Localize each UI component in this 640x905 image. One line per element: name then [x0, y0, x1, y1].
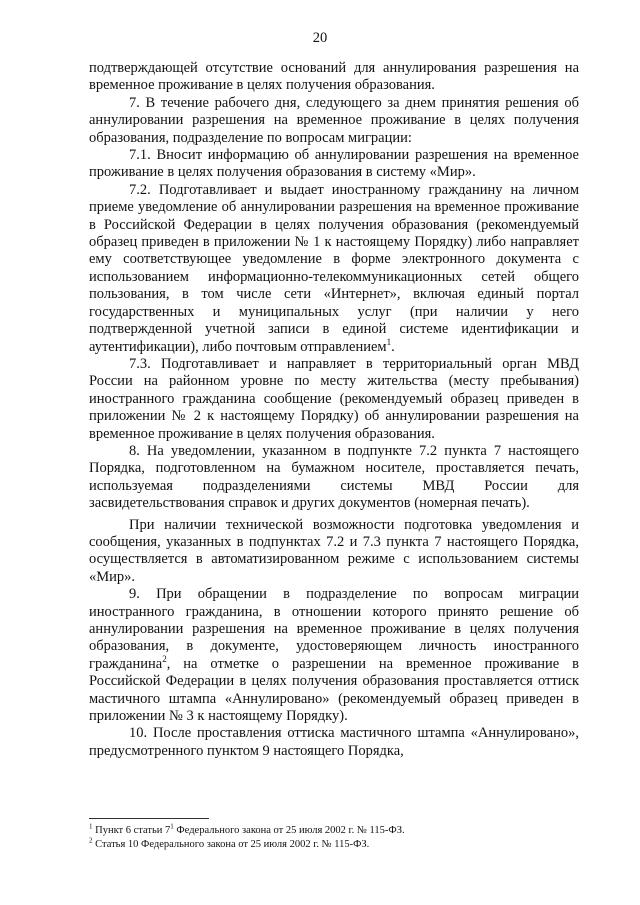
- paragraph-continuation: подтверждающей отсутствие оснований для аннулирования разрешения на временное проживание в целях получения образования.: [89, 60, 579, 94]
- footnotes: [89, 824, 579, 852]
- footnote-1-article-sup: 1: [170, 822, 174, 831]
- paragraph-7-2-text: 7.2. Подготавливает и выдает иностранному гражданину на личном приеме уведомление об аннулировании разрешения на временное проживание в Российской Федерации в целях получения образования (рекомендуемый образец приведен в приложении № 1 к настоящему Порядку) либо направляет ему соответствующее уведомление в форме электронного документа с использованием информационно-телекоммуникационных сетей общего пользования, в том числе сети «Интернет», включая единый портал государственных и муниципальных услуг (при наличии у него подтвержденной учетной записи в единой системе идентификации и аутентификации), либо почтовым отправлением: [89, 181, 579, 355]
- paragraph-7-1: 7.1. Вносит информацию об аннулировании разрешения на временное проживание в целях получения образования в систему «Мир».: [89, 147, 579, 181]
- footnote-ref-2: 2: [162, 653, 167, 664]
- footnote-2: [89, 838, 579, 852]
- paragraph-9-text-b: на отметке о разрешении на временное проживание в Российской Федерации в целях получения образования проставляется оттиск мастичного штампа «Аннулировано» (рекомендуемый образец приведен в приложении № 3 к настоящему Порядку).: [89, 655, 579, 725]
- footnote-1: [89, 824, 579, 838]
- paragraph-8: 8. На уведомлении, указанном в подпункте 7.2 пункта 7 настоящего Порядка, подготовленном на бумажном носителе, проставляется печать, используемая подразделениями системы МВД России для засвидетельствования справок и других документов (номерная печать).: [89, 442, 579, 512]
- footnote-1-tail: Федерального закона от 25 июля 2002 г. № 115-ФЗ.: [173, 825, 405, 836]
- paragraph-7: 7. В течение рабочего дня, следующего за днем принятия решения об аннулировании разрешения на временное проживание в целях получения образования, подразделение по вопросам миграции:: [89, 94, 579, 146]
- footnote-1-text: Пункт 6 статьи 7: [95, 825, 171, 836]
- paragraph-9-comma: ,: [166, 655, 171, 672]
- footnote-2-text: Статья 10 Федерального закона от 25 июля 2002 г. № 115-ФЗ.: [95, 839, 370, 850]
- paragraph-10: 10. После проставления оттиска мастичного штампа «Аннулировано», предусмотренного пунктом 9 настоящего Порядка,: [89, 725, 579, 759]
- footnote-2-mark: 2: [89, 836, 93, 845]
- paragraph-9-text-a: 9. При обращении в подразделение по вопросам миграции иностранного гражданина, в отношении которого принято решение об аннулировании разрешения на временное проживание в целях получения образования, в документе, удостоверяющем личность иностранного гражданина: [89, 586, 579, 672]
- document-body: [89, 60, 579, 760]
- footnote-divider: [89, 818, 209, 819]
- paragraph-7-2: [89, 182, 579, 356]
- paragraph-8-automation: При наличии технической возможности подготовка уведомления и сообщения, указанных в подпунктах 7.2 и 7.3 пункта 7 настоящего Порядка, осуществляется в автоматизированном режиме с использованием системы «Мир».: [89, 516, 579, 585]
- footnote-1-mark: 1: [89, 822, 93, 831]
- paragraph-7-3: 7.3. Подготавливает и направляет в территориальный орган МВД России на районном уровне по месту жительства (месту пребывания) иностранного гражданина сообщение (рекомендуемый образец приведен в приложении № 2 к настоящему Порядку) об аннулировании разрешения на временное проживание в целях получения образования.: [89, 355, 579, 442]
- paragraph-9: [89, 586, 579, 725]
- paragraph-7-2-end: .: [391, 338, 395, 355]
- page-number: 20: [312, 30, 328, 46]
- footnote-ref-1: 1: [386, 336, 392, 347]
